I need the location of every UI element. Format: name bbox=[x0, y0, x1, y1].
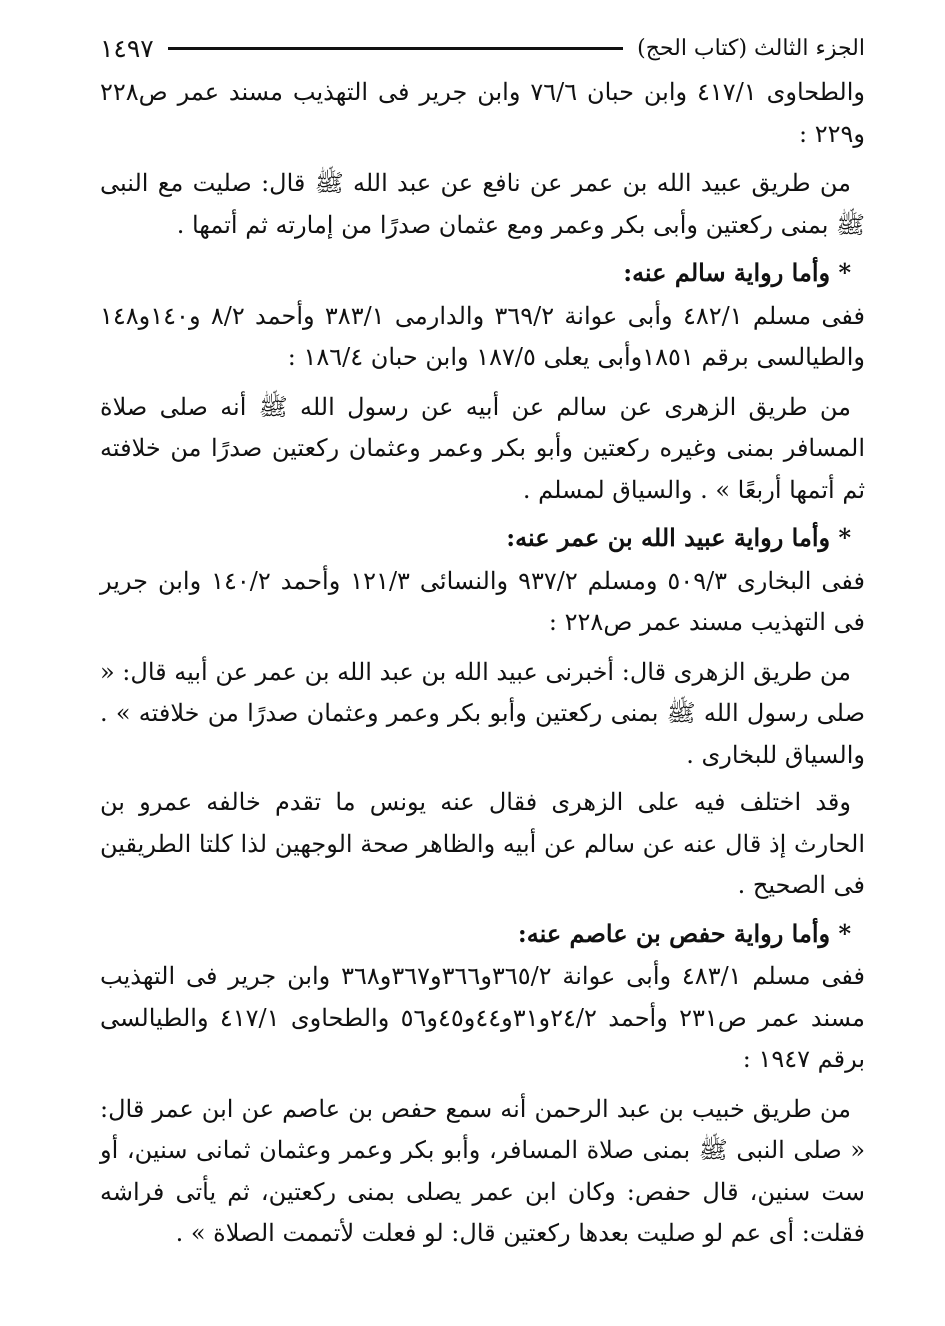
commentary-paragraph: وقد اختلف فيه على الزهرى فقال عنه يونس ما تقدم خالفه عمرو بن الحارث إذ قال عنه عن سالم عن أبيه والظاهر صحة الوجهين لذا كلتا الطريقين فى الصحيح . bbox=[100, 788, 865, 899]
running-header bbox=[100, 28, 865, 68]
page-body bbox=[100, 72, 865, 1255]
page-number: ١٤٩٧ bbox=[100, 33, 154, 63]
citation-paragraph: ففى البخارى ٥٠٩/٣ ومسلم ٩٣٧/٢ والنسائى ١٢١/٣ وأحمد ١٤٠/٢ وابن جرير فى التهذيب مسند عمر ص٢٢٨ : bbox=[100, 566, 865, 636]
header-rule bbox=[168, 47, 623, 50]
narration-paragraph: من طريق عبيد الله بن عمر عن نافع عن عبد الله ﷺ قال: صليت مع النبى ﷺ بمنى ركعتين وأبى بكر وعمر ومع عثمان صدرًا من إمارته ثم أتمها . bbox=[100, 169, 865, 239]
section-heading: * وأما رواية عبيد الله بن عمر عنه: bbox=[506, 523, 851, 552]
citation-paragraph: ففى مسلم ٤٨٢/١ وأبى عوانة ٣٦٩/٢ والدارمى ٣٨٣/١ وأحمد ٨/٢ و١٤٠و١٤٨ والطيالسى برقم ١٨٥١وأبى يعلى ١٨٧/٥ وابن حبان ١٨٦/٤ : bbox=[100, 301, 866, 371]
narration-paragraph: من طريق خبيب بن عبد الرحمن أنه سمع حفص بن عاصم عن ابن عمر قال: « صلى النبى ﷺ بمنى صلاة المسافر، وأبو بكر وعمر وعثمان ثمانى سنين، أو ست سنين، قال حفص: وكان ابن عمر يصلى بمنى ركعتين، ثم يأتى فراشه فقلت: أى عم لو صليت بعدها ركعتين قال: لو فعلت لأتممت الصلاة » . bbox=[100, 1094, 865, 1247]
section-heading: * وأما رواية حفص بن عاصم عنه: bbox=[517, 918, 851, 948]
citation-paragraph: ففى مسلم ٤٨٣/١ وأبى عوانة ٣٦٥/٢و٣٦٦و٣٦٧و٣٦٨ وابن جرير فى التهذيب مسند عمر ص٢٣١ وأحمد ٢٤/٢و٣١و٤٤و٤٥و٥٦ والطحاوى ٤١٧/١ والطيالسى برقم ١٩٤٧ : bbox=[100, 962, 866, 1073]
citation-paragraph: والطحاوى ٤١٧/١ وابن حبان ٧٦/٦ وابن جرير فى التهذيب مسند عمر ص٢٢٨ و٢٢٩ : bbox=[100, 78, 866, 148]
running-title: الجزء الثالث (كتاب الحج) bbox=[637, 35, 865, 61]
narration-paragraph: من طريق الزهرى عن سالم عن أبيه عن رسول الله ﷺ أنه صلى صلاة المسافر بمنى وغيره ركعتين وأبو بكر وعمر وعثمان ركعتين صدرًا من خلافته ثم أتمها أربعًا » . والسياق لمسلم . bbox=[100, 392, 865, 504]
section-heading: * وأما رواية سالم عنه: bbox=[623, 258, 851, 287]
narration-paragraph: من طريق الزهرى قال: أخبرنى عبيد الله بن عبد الله بن عمر عن أبيه قال: « صلى رسول الله ﷺ بمنى ركعتين وأبو بكر وعمر وعثمان صدرًا من خلافته » . والسياق للبخارى . bbox=[99, 657, 865, 769]
